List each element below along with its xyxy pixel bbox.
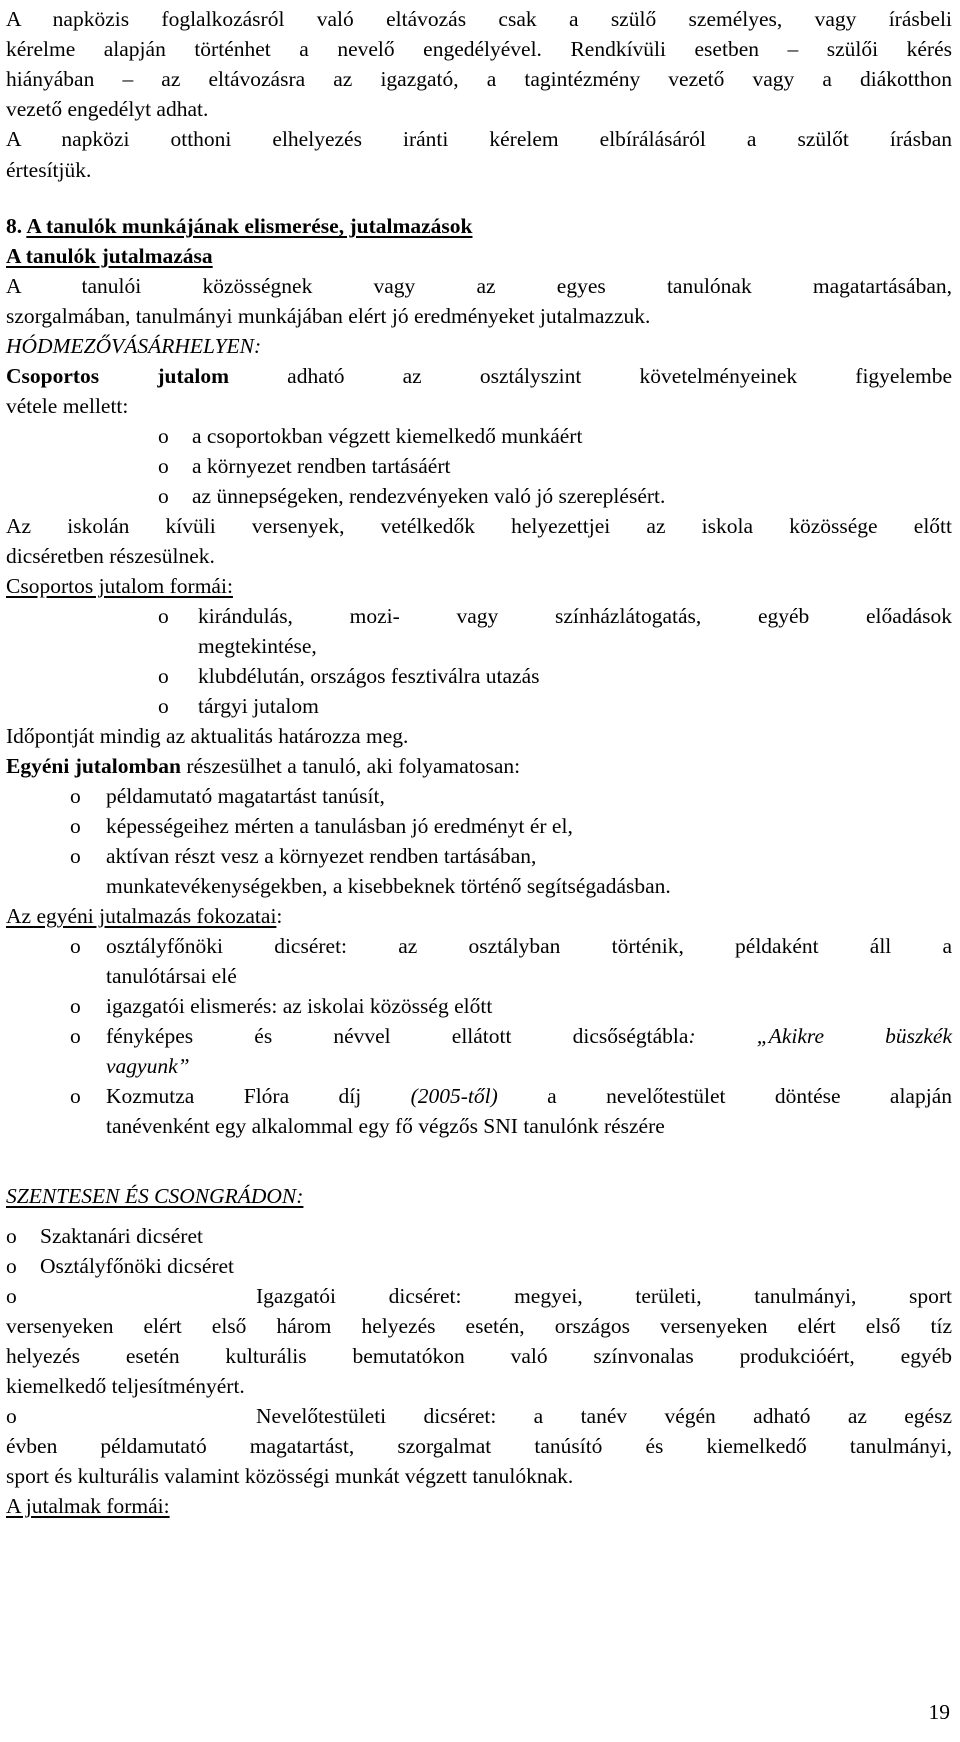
timing-text: Időpontját mindig az aktualitás határozza meg. [6, 724, 409, 748]
list-item-continuation: munkatevékenységekben, a kisebbeknek történő segítségadásban. [106, 874, 671, 898]
list-item-text: Nevelőtestületi dicséret: a tanév végén adható az egész [256, 1404, 952, 1428]
external-competitions-line-2: dicséretben részesülnek. [6, 544, 215, 568]
rewards-para-line-2: szorgalmában, tanulmányi munkájában elért jó eredményeket jutalmazzuk. [6, 304, 651, 328]
bullet-icon: o [70, 1084, 81, 1108]
individual-reward-line [6, 751, 952, 782]
bullet-icon: o [6, 1404, 17, 1428]
bullet-icon: o [70, 814, 81, 838]
intro-line-2: kérelme alapján történhet a nevelő engedélyével. Rendkívüli esetben – szülői kérés [6, 37, 952, 61]
list-item [158, 601, 952, 632]
list-item [6, 1401, 952, 1432]
intro-line-4: vezető engedélyt adhat. [6, 97, 209, 121]
bullet-icon: o [70, 1024, 81, 1048]
list-item [70, 781, 930, 812]
intro-line-6: értesítjük. [6, 158, 92, 182]
list-item [158, 451, 938, 482]
individual-reward-text: részesülhet a tanuló, aki folyamatosan: [181, 754, 521, 778]
hodmezovasarhely-heading: HÓDMEZŐVÁSÁRHELYEN: [6, 334, 262, 358]
reward-forms-heading: A jutalmak formái: [6, 1494, 170, 1518]
list-item [70, 1021, 952, 1052]
bullet-icon: o [70, 994, 81, 1018]
bullet-icon: o [158, 604, 169, 628]
bullet-icon: o [6, 1254, 17, 1278]
section-subtitle: A tanulók jutalmazása [6, 244, 213, 268]
levels-heading-colon: : [276, 904, 283, 928]
principal-praise-line-4: kiemelkedő teljesítményért. [6, 1374, 245, 1398]
group-forms-heading: Csoportos jutalom formái: [6, 574, 233, 598]
bullet-icon: o [158, 694, 169, 718]
list-item [158, 661, 938, 692]
list-item-text: klubdélután, országos fesztiválra utazás [198, 664, 540, 688]
levels-heading-line [6, 901, 952, 932]
bullet-icon: o [158, 454, 169, 478]
list-item-text: képességeihez mérten a tanulásban jó eredményt ér el, [106, 814, 573, 838]
staff-praise-line-3: sport és kulturális valamint közösségi munkát végzett tanulóknak. [6, 1464, 574, 1488]
principal-praise-line-3: helyezés esetén kulturális bemutatókon való színvonalas produkcióért, egyéb [6, 1344, 952, 1368]
list-item-text: aktívan részt vesz a környezet rendben tartásában, [106, 844, 537, 868]
bullet-icon: o [70, 934, 81, 958]
list-item [158, 421, 938, 452]
award-name: Kozmutza Flóra díj [106, 1084, 411, 1108]
list-item [70, 1081, 952, 1112]
list-item [158, 481, 938, 512]
bullet-icon: o [158, 664, 169, 688]
list-item-text: példamutató magatartást tanúsít, [106, 784, 385, 808]
section-heading [6, 211, 952, 242]
honor-board-text: fényképes és névvel ellátott dicsőségtábla [106, 1024, 689, 1048]
bullet-icon: o [158, 484, 169, 508]
honor-board-title: : „Akikre büszkék [688, 1024, 952, 1048]
intro-line-1: A napközis foglalkozásról való eltávozás csak a szülő személyes, vagy írásbeli [6, 7, 952, 31]
section-title: A tanulók munkájának elismerése, jutalmazások [26, 214, 473, 238]
section-number: 8. [6, 214, 23, 238]
intro-line-3: hiányában – az eltávozásra az igazgató, a tagintézmény vezető vagy a diákotthon [6, 67, 952, 91]
page-number: 19 [928, 1700, 950, 1724]
list-item-text: Igazgatói dicséret: megyei, területi, tanulmányi, sport [256, 1284, 952, 1308]
staff-praise-line-2: évben példamutató magatartást, szorgalmat tanúsító és kiemelkedő tanulmányi, [6, 1434, 952, 1458]
list-item [70, 931, 952, 962]
list-item-text: Osztályfőnöki dicséret [40, 1254, 235, 1278]
list-item-text: a környezet rendben tartásáért [192, 454, 451, 478]
award-text: a nevelőtestület döntése alapján [497, 1084, 952, 1108]
list-item-continuation: vagyunk” [106, 1054, 190, 1078]
bullet-icon: o [158, 424, 169, 448]
list-item-text: igazgatói elismerés: az iskolai közösség előtt [106, 994, 493, 1018]
rewards-para-line-1: A tanulói közösségnek vagy az egyes tanulónak magatartásában, [6, 274, 952, 298]
bullet-icon: o [70, 844, 81, 868]
szentes-csongrad-heading: SZENTESEN ÉS CSONGRÁDON: [6, 1184, 304, 1208]
levels-heading: Az egyéni jutalmazás fokozatai [6, 904, 277, 928]
list-item [6, 1251, 906, 1282]
list-item-text: az ünnepségeken, rendezvényeken való jó szereplésért. [192, 484, 666, 508]
list-item [70, 811, 930, 842]
list-item-continuation: tanévenként egy alkalommal egy fő végzős SNI tanulónk részére [106, 1114, 665, 1138]
individual-reward-term: Egyéni jutalomban [6, 754, 182, 778]
list-item [158, 691, 938, 722]
group-reward-line-2: vétele mellett: [6, 394, 129, 418]
list-item-text: kirándulás, mozi- vagy színházlátogatás, egyéb előadások [198, 604, 952, 628]
list-item-continuation: megtekintése, [198, 634, 317, 658]
group-reward-text: adható az osztályszint követelményeinek figyelembe [229, 364, 952, 388]
list-item [70, 841, 930, 872]
principal-praise-line-2: versenyeken elért első három helyezés esetén, országos versenyeken elért első tíz [6, 1314, 952, 1338]
group-reward-term: Csoportos jutalom [6, 364, 229, 388]
list-item [6, 1221, 906, 1252]
list-item [70, 991, 930, 1022]
bullet-icon: o [6, 1224, 17, 1248]
external-competitions-line-1: Az iskolán kívüli versenyek, vetélkedők helyezettjei az iskola közössége előtt [6, 514, 952, 538]
list-item-text: a csoportokban végzett kiemelkedő munkáért [192, 424, 583, 448]
list-item [6, 1281, 952, 1312]
list-item-text: Szaktanári dicséret [40, 1224, 203, 1248]
list-item-text [106, 1081, 952, 1112]
list-item-text [106, 1021, 952, 1052]
list-item-continuation: tanulótársai elé [106, 964, 237, 988]
list-item-text: tárgyi jutalom [198, 694, 319, 718]
list-item-text: osztályfőnöki dicséret: az osztályban történik, példaként áll a [106, 934, 952, 958]
bullet-icon: o [70, 784, 81, 808]
intro-line-5: A napközi otthoni elhelyezés iránti kérelem elbírálásáról a szülőt írásban [6, 127, 952, 151]
group-reward-line-1 [6, 361, 952, 392]
award-year: (2005-től) [410, 1084, 498, 1108]
bullet-icon: o [6, 1284, 17, 1308]
